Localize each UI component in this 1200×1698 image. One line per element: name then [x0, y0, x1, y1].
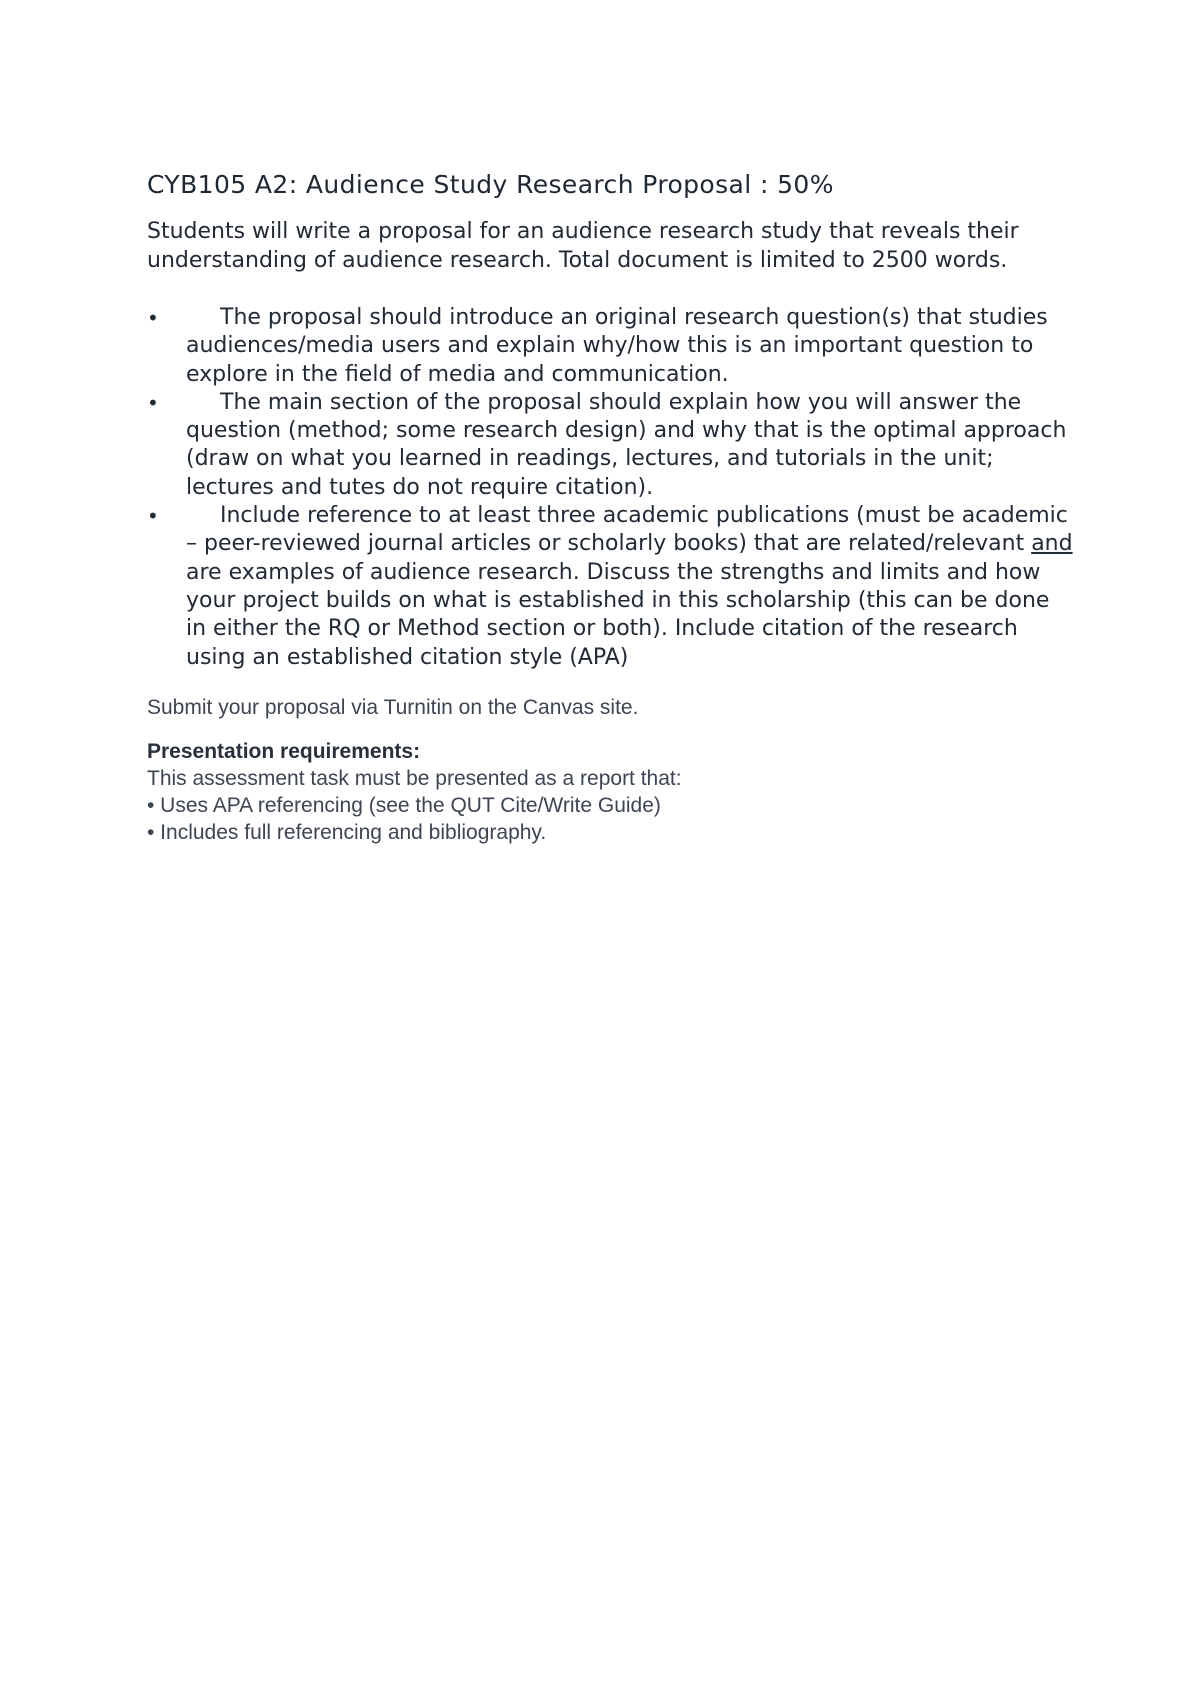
presentation-line: • Uses APA referencing (see the QUT Cite/Write Guide)	[147, 793, 661, 817]
presentation-line: This assessment task must be presented as a report that:	[147, 766, 682, 790]
document-body	[147, 160, 1073, 846]
bullet-icon: •	[147, 306, 159, 330]
requirements-list	[147, 304, 1073, 672]
list-item-text: The main section of the proposal should explain how you will answer the question (method; some research design) and why that is the optimal approach (draw on what you learned in readings, lectures, and tutorials in the unit; lectures and tutes do not require citation).	[186, 389, 1067, 500]
list-item-text: Include reference to at least three academic publications (must be academic – peer-reviewed journal articles or scholarly books) that are related/relevant	[186, 503, 1068, 557]
underlined-word: and	[1031, 531, 1073, 557]
bullet-icon: •	[147, 504, 159, 529]
list-item	[147, 389, 1076, 502]
submission-note: Submit your proposal via Turnitin on the Canvas site.	[147, 695, 639, 719]
list-item	[147, 502, 1076, 672]
presentation-line: • Includes full referencing and bibliography.	[147, 820, 547, 844]
list-item-text: are examples of audience research. Discuss the strengths and limits and how your project builds on what is established in this scholarship (this can be done in either the RQ or Method section or both). Include citation of the research using an established citation style (APA)	[186, 559, 1050, 670]
bullet-icon: •	[147, 390, 159, 415]
list-item-text: The proposal should introduce an original research question(s) that studies audiences/media users and explain why/how this is an important question to explore in the field of media and communication.	[186, 305, 1048, 387]
presentation-heading: Presentation requirements:	[147, 739, 421, 763]
intro-paragraph: Students will write a proposal for an audience research study that reveals their understanding of audience research. Total document is limited to 2500 words.	[147, 219, 1019, 273]
document-title: CYB105 A2: Audience Study Research Proposal : 50%	[147, 170, 834, 199]
list-item	[147, 304, 1076, 389]
